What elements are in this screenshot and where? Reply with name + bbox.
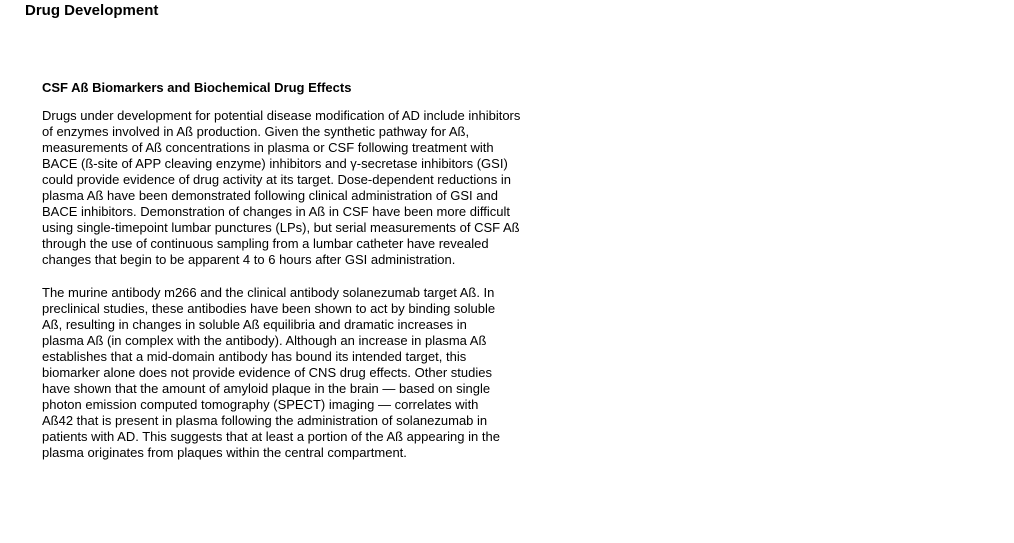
paragraph-line: establishes that a mid-domain antibody has bound its intended target, this (42, 349, 467, 364)
paragraph-line: through the use of continuous sampling from a lumbar catheter have revealed (42, 236, 489, 251)
paragraph-line: have shown that the amount of amyloid plaque in the brain — based on single (42, 381, 491, 396)
paragraph-line: of enzymes involved in Aß production. Given the synthetic pathway for Aß, (42, 124, 470, 139)
paragraph-line: plasma Aß have been demonstrated following clinical administration of GSI and (42, 188, 498, 203)
paragraph-2 (42, 285, 602, 461)
paragraph-line: biomarker alone does not provide evidence of CNS drug effects. Other studies (42, 365, 492, 380)
paragraph-line: plasma originates from plaques within the central compartment. (42, 445, 407, 460)
paragraph-line: BACE (ß-site of APP cleaving enzyme) inhibitors and γ-secretase inhibitors (GSI) (42, 156, 508, 171)
paragraph-line: measurements of Aß concentrations in plasma or CSF following treatment with (42, 140, 494, 155)
paragraph-line: BACE inhibitors. Demonstration of changes in Aß in CSF have been more difficult (42, 204, 510, 219)
paragraph-line: plasma Aß (in complex with the antibody). Although an increase in plasma Aß (42, 333, 487, 348)
paragraph-1 (42, 108, 602, 268)
paragraph-line: Drugs under development for potential disease modification of AD include inhibitors (42, 108, 521, 123)
paragraph-line: changes that begin to be apparent 4 to 6 hours after GSI administration. (42, 252, 456, 267)
paragraph-line: preclinical studies, these antibodies have been shown to act by binding soluble (42, 301, 496, 316)
article-body (42, 79, 602, 478)
paragraph-line: Aß42 that is present in plasma following the administration of solanezumab in (42, 413, 488, 428)
paragraph-line: Aß, resulting in changes in soluble Aß equilibria and dramatic increases in (42, 317, 467, 332)
paragraph-line: using single-timepoint lumbar punctures (LPs), but serial measurements of CSF Aß (42, 220, 520, 235)
page-title: Drug Development (25, 2, 159, 19)
paragraph-line: photon emission computed tomography (SPECT) imaging — correlates with (42, 397, 479, 412)
paragraph-line: could provide evidence of drug activity at its target. Dose-dependent reductions in (42, 172, 511, 187)
section-heading: CSF Aß Biomarkers and Biochemical Drug Effects (42, 80, 352, 95)
paragraph-line: patients with AD. This suggests that at least a portion of the Aß appearing in the (42, 429, 500, 444)
paragraph-line: The murine antibody m266 and the clinical antibody solanezumab target Aß. In (42, 285, 495, 300)
